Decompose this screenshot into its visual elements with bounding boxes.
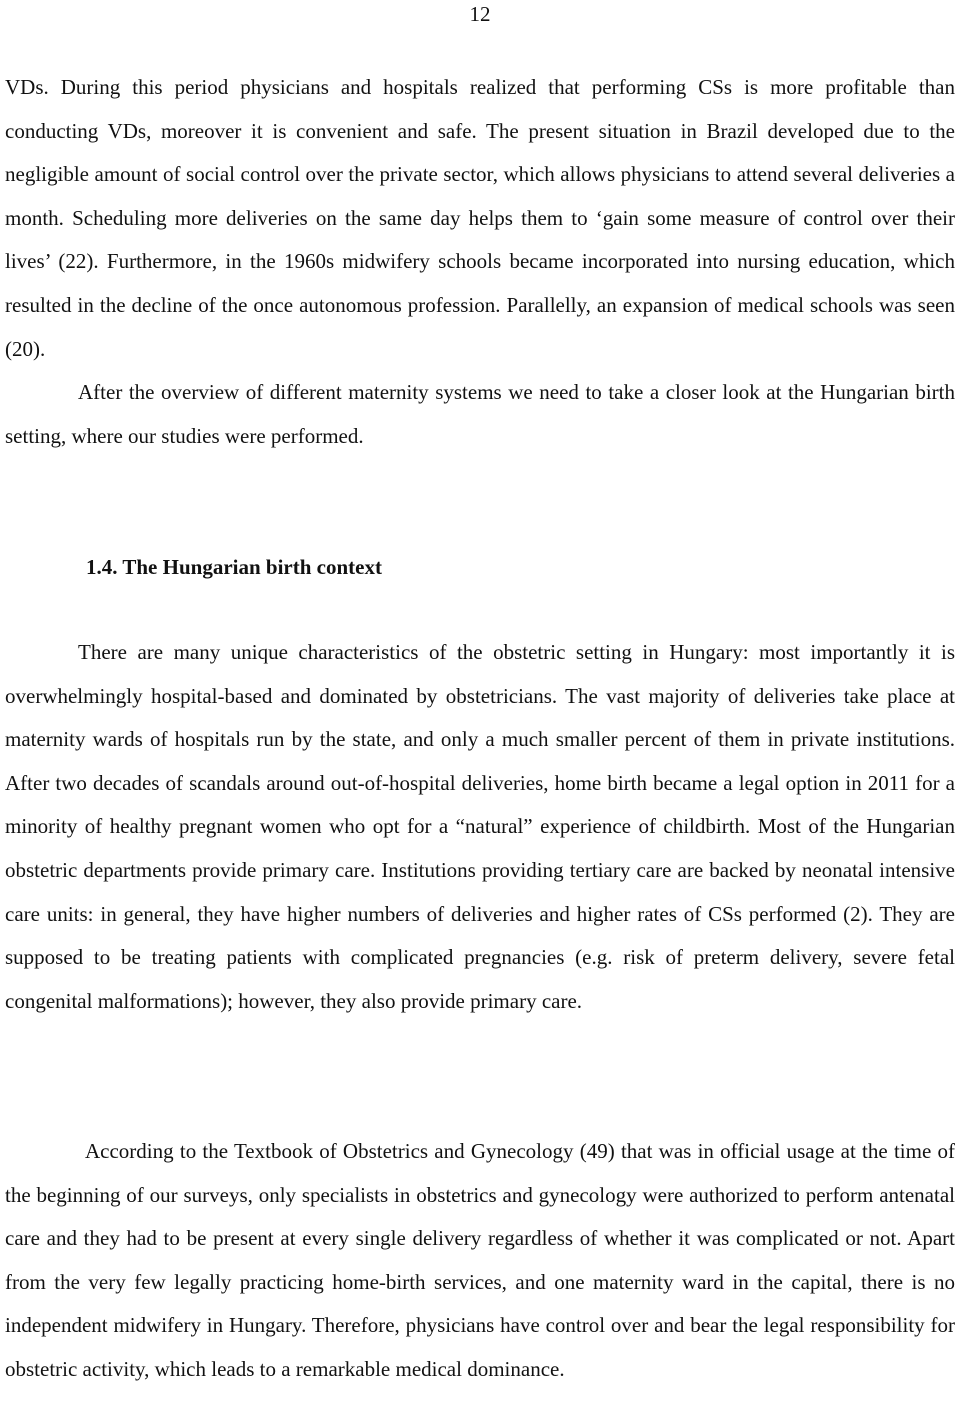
page-number: 12 <box>469 2 491 26</box>
characteristics-section <box>5 631 955 1023</box>
continuation-paragraph: VDs. During this period physicians and hospitals realized that performing CSs is more profitable than conducting VDs, moreover it is convenient and safe. The present situation in Brazil developed due to the negligible amount of social control over the private sector, which allows physicians to attend several deliveries a month. Scheduling more deliveries on the same day helps them to ‘gain some measure of control over their lives’ (22). Furthermore, in the 1960s midwifery schools became incorporated into nursing education, which resulted in the decline of the once autonomous profession. Parallelly, an expansion of medical schools was seen (20). <box>5 75 955 361</box>
textbook-section <box>5 1130 955 1392</box>
overview-paragraph: After the overview of different maternity systems we need to take a closer look at the Hungarian birth setting, where our studies were performed. <box>5 380 955 448</box>
section-heading: 1.4. The Hungarian birth context <box>86 555 382 579</box>
characteristics-paragraph: There are many unique characteristics of the obstetric setting in Hungary: most importantly it is overwhelmingly hospital-based and dominated by obstetricians. The vast majority of deliveries take place at maternity wards of hospitals run by the state, and only a much smaller percent of them in private institutions. After two decades of scandals around out-of-hospital deliveries, home birth became a legal option in 2011 for a minority of healthy pregnant women who opt for a “natural” experience of childbirth. Most of the Hungarian obstetric departments provide primary care. Institutions providing tertiary care are backed by neonatal intensive care units: in general, they have higher numbers of deliveries and higher rates of CSs performed (2). They are supposed to be treating patients with complicated pregnancies (e.g. risk of preterm delivery, severe fetal congenital malformations); however, they also provide primary care. <box>5 640 955 1013</box>
intro-section <box>5 66 955 458</box>
textbook-paragraph: According to the Textbook of Obstetrics and Gynecology (49) that was in official usage at the time of the beginning of our surveys, only specialists in obstetrics and gynecology were authorized to perform antenatal care and they had to be present at every single delivery regardless of whether it was complicated or not. Apart from the very few legally practicing home-birth services, and one maternity ward in the capital, there is no independent midwifery in Hungary. Therefore, physicians have control over and bear the legal responsibility for obstetric activity, which leads to a remarkable medical dominance. <box>5 1139 955 1381</box>
